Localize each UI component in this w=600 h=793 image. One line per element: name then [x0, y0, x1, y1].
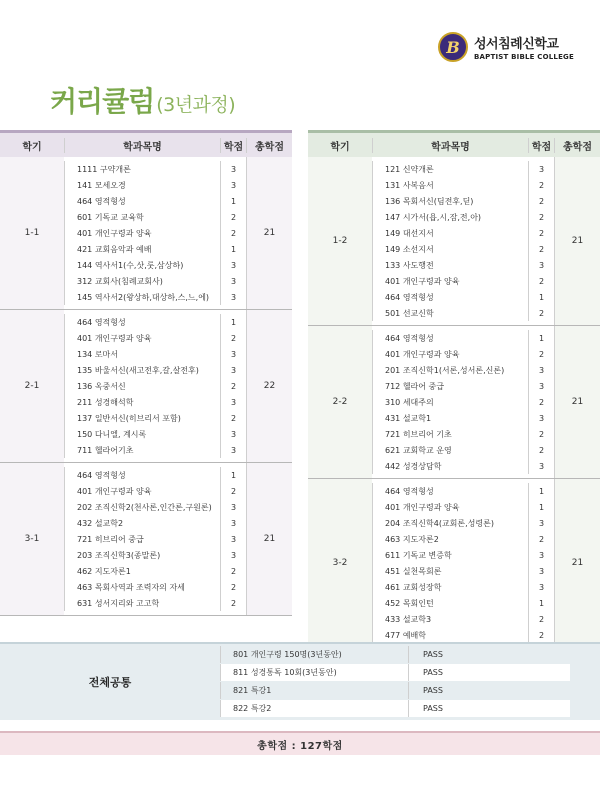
course-credit: 1 — [528, 289, 554, 305]
course-name: 149 대선지서 — [372, 225, 528, 241]
course-credit: 1 — [220, 241, 246, 257]
course-row — [372, 193, 554, 209]
course-name: 133 사도행전 — [372, 257, 528, 273]
course-credit: 3 — [220, 394, 246, 410]
course-credit: 3 — [220, 547, 246, 563]
course-name: 134 로마서 — [64, 346, 220, 362]
course-credit: 3 — [220, 273, 246, 289]
course-name: 711 헬라어기초 — [64, 442, 220, 458]
page-title — [50, 80, 235, 120]
course-credit: 2 — [220, 563, 246, 579]
course-credit: 2 — [528, 426, 554, 442]
course-credit: 3 — [528, 362, 554, 378]
course-credit: 2 — [528, 305, 554, 321]
course-row — [64, 547, 246, 563]
course-name: 464 영적형성 — [64, 467, 220, 483]
semester-total: 21 — [246, 157, 292, 309]
common-row — [220, 700, 570, 717]
course-row — [64, 515, 246, 531]
course-name: 721 히브리어 중급 — [64, 531, 220, 547]
course-name: 433 설교학3 — [372, 611, 528, 627]
course-credit: 2 — [220, 378, 246, 394]
course-row — [372, 627, 554, 643]
course-credit: 1 — [220, 193, 246, 209]
semester-label: 1-1 — [0, 157, 64, 309]
course-credit: 2 — [528, 531, 554, 547]
course-name: 452 목회인턴 — [372, 595, 528, 611]
table-header — [0, 130, 292, 157]
header-course: 학과목명 — [372, 138, 528, 153]
course-credit: 2 — [220, 225, 246, 241]
semester-group — [0, 310, 292, 463]
course-name: 464 영적형성 — [372, 289, 528, 305]
course-name: 463 목회사역과 조력자의 자세 — [64, 579, 220, 595]
course-credit: 3 — [220, 515, 246, 531]
course-name: 712 헬라어 중급 — [372, 378, 528, 394]
course-row — [64, 483, 246, 499]
course-row — [372, 611, 554, 627]
course-row — [372, 257, 554, 273]
course-name: 464 영적형성 — [372, 330, 528, 346]
course-credit: 2 — [220, 410, 246, 426]
course-credit: 3 — [528, 257, 554, 273]
course-row — [372, 515, 554, 531]
course-name: 461 교회성장학 — [372, 579, 528, 595]
course-credit: 2 — [220, 579, 246, 595]
course-row — [64, 193, 246, 209]
school-name-english: BAPTIST BIBLE COLLEGE — [474, 53, 574, 61]
course-row — [64, 563, 246, 579]
header-course: 학과목명 — [64, 138, 220, 153]
curriculum-table-left — [0, 130, 292, 616]
course-name: 147 시가서(욥,시,잠,전,아) — [372, 209, 528, 225]
course-credit: 1 — [220, 314, 246, 330]
course-row — [372, 177, 554, 193]
course-name: 211 성경해석학 — [64, 394, 220, 410]
course-name: 462 지도자론1 — [64, 563, 220, 579]
course-credit: 2 — [220, 483, 246, 499]
school-name-korean: 성서침례신학교 — [474, 37, 559, 52]
course-credit: 2 — [528, 611, 554, 627]
course-credit: 1 — [528, 483, 554, 499]
course-row — [64, 426, 246, 442]
course-row — [64, 161, 246, 177]
course-row — [64, 257, 246, 273]
course-name: 464 영적형성 — [64, 193, 220, 209]
common-status: PASS — [408, 682, 570, 699]
course-row — [372, 241, 554, 257]
course-credit: 2 — [220, 209, 246, 225]
course-name: 137 일반서신(히브리서 포함) — [64, 410, 220, 426]
course-name: 421 교회음악과 예배 — [64, 241, 220, 257]
course-row — [372, 378, 554, 394]
course-name: 631 성서지리와 고고학 — [64, 595, 220, 611]
course-name: 463 지도자론2 — [372, 531, 528, 547]
semester-label: 3-2 — [308, 479, 372, 647]
curriculum-table-right — [308, 130, 600, 648]
course-name: 401 개인구령과 양육 — [64, 330, 220, 346]
school-logo — [438, 32, 574, 62]
course-row — [372, 289, 554, 305]
header-total: 총학점 — [246, 138, 292, 153]
course-name: 312 교회사(침례교회사) — [64, 273, 220, 289]
course-name: 451 실천목회론 — [372, 563, 528, 579]
course-row — [64, 225, 246, 241]
common-course: 801 개인구령 150명(3년동안) — [220, 646, 408, 663]
course-credit: 2 — [528, 241, 554, 257]
semester-label: 1-2 — [308, 157, 372, 325]
common-course: 811 성경통독 10회(3년동안) — [220, 664, 408, 681]
course-name: 401 개인구령과 양육 — [64, 483, 220, 499]
course-credit: 2 — [528, 193, 554, 209]
course-row — [372, 458, 554, 474]
course-credit: 3 — [528, 458, 554, 474]
total-credits: 총학점 : 127학점 — [0, 731, 600, 755]
course-credit: 3 — [220, 442, 246, 458]
course-row — [372, 483, 554, 499]
course-credit: 2 — [528, 627, 554, 643]
course-credit: 1 — [528, 330, 554, 346]
course-name: 431 설교학1 — [372, 410, 528, 426]
course-row — [64, 531, 246, 547]
common-status: PASS — [408, 646, 570, 663]
course-row — [64, 442, 246, 458]
semester-total: 22 — [246, 310, 292, 462]
course-credit: 2 — [528, 209, 554, 225]
course-name: 401 개인구령과 양육 — [372, 273, 528, 289]
page-title-sub: (3년과정) — [156, 94, 236, 116]
course-row — [372, 330, 554, 346]
course-row — [372, 410, 554, 426]
course-name: 204 조직신학4(교회론,성령론) — [372, 515, 528, 531]
course-row — [64, 579, 246, 595]
common-course: 821 특강1 — [220, 682, 408, 699]
common-status: PASS — [408, 700, 570, 717]
semester-total: 21 — [554, 326, 600, 478]
course-name: 477 예배학 — [372, 627, 528, 643]
course-credit: 2 — [528, 273, 554, 289]
course-row — [372, 362, 554, 378]
course-credit: 2 — [528, 225, 554, 241]
course-row — [372, 305, 554, 321]
course-name: 203 조직신학3(종말론) — [64, 547, 220, 563]
course-row — [372, 531, 554, 547]
course-credit: 2 — [528, 177, 554, 193]
course-row — [64, 467, 246, 483]
semester-group — [308, 479, 600, 648]
course-name: 611 기독교 변증학 — [372, 547, 528, 563]
course-name: 401 개인구령과 양육 — [372, 499, 528, 515]
common-status: PASS — [408, 664, 570, 681]
course-row — [372, 161, 554, 177]
course-credit: 3 — [528, 579, 554, 595]
course-row — [64, 394, 246, 410]
semester-group — [308, 326, 600, 479]
header-credit: 학점 — [220, 138, 246, 153]
course-credit: 3 — [528, 378, 554, 394]
course-row — [372, 579, 554, 595]
course-row — [64, 241, 246, 257]
course-name: 141 모세오경 — [64, 177, 220, 193]
common-row — [220, 646, 570, 663]
header-semester: 학기 — [330, 141, 350, 153]
header-semester: 학기 — [22, 141, 42, 153]
page-title-main: 커리큘럼 — [50, 85, 155, 118]
course-credit: 2 — [528, 346, 554, 362]
course-row — [64, 378, 246, 394]
course-credit: 3 — [528, 563, 554, 579]
course-name: 131 사복음서 — [372, 177, 528, 193]
course-credit: 2 — [528, 394, 554, 410]
course-name: 601 기독교 교육학 — [64, 209, 220, 225]
course-name: 136 옥중서신 — [64, 378, 220, 394]
course-name: 144 역사서1(수,삿,룻,삼상하) — [64, 257, 220, 273]
course-name: 401 개인구령과 양육 — [64, 225, 220, 241]
common-row — [220, 664, 570, 681]
course-credit: 2 — [220, 330, 246, 346]
course-row — [64, 346, 246, 362]
course-credit: 3 — [220, 499, 246, 515]
course-name: 145 역사서2(왕상하,대상하,스,느,에) — [64, 289, 220, 305]
course-name: 201 조직신학1(서론,성서론,신론) — [372, 362, 528, 378]
course-row — [64, 314, 246, 330]
course-credit: 3 — [220, 289, 246, 305]
course-row — [372, 346, 554, 362]
course-row — [372, 547, 554, 563]
course-name: 310 세대주의 — [372, 394, 528, 410]
course-row — [372, 273, 554, 289]
course-row — [64, 499, 246, 515]
table-header — [308, 130, 600, 157]
course-row — [64, 595, 246, 611]
course-name: 149 소선지서 — [372, 241, 528, 257]
semester-group — [0, 463, 292, 616]
course-row — [372, 394, 554, 410]
course-name: 136 목회서신(딤전후,딛) — [372, 193, 528, 209]
course-credit: 3 — [220, 531, 246, 547]
course-row — [372, 225, 554, 241]
school-emblem-icon: B — [438, 32, 468, 62]
course-row — [372, 426, 554, 442]
course-name: 621 교회학교 운영 — [372, 442, 528, 458]
course-row — [64, 177, 246, 193]
semester-group — [0, 157, 292, 310]
course-row — [372, 499, 554, 515]
common-course: 822 특강2 — [220, 700, 408, 717]
course-name: 464 영적형성 — [372, 483, 528, 499]
course-name: 442 성경상담학 — [372, 458, 528, 474]
semester-label: 2-1 — [0, 310, 64, 462]
course-row — [64, 410, 246, 426]
common-row — [220, 682, 570, 699]
semester-label: 3-1 — [0, 463, 64, 615]
semester-group — [308, 157, 600, 326]
semester-total: 21 — [554, 479, 600, 647]
course-credit: 2 — [528, 442, 554, 458]
course-name: 464 영적형성 — [64, 314, 220, 330]
course-name: 432 설교학2 — [64, 515, 220, 531]
header-total: 총학점 — [554, 138, 600, 153]
course-name: 401 개인구령과 양육 — [372, 346, 528, 362]
course-row — [64, 289, 246, 305]
course-credit: 3 — [528, 515, 554, 531]
course-row — [372, 209, 554, 225]
course-name: 501 선교신학 — [372, 305, 528, 321]
course-row — [372, 442, 554, 458]
course-credit: 1 — [528, 499, 554, 515]
course-credit: 3 — [220, 161, 246, 177]
course-row — [64, 273, 246, 289]
course-credit: 3 — [220, 362, 246, 378]
course-name: 150 다니엘, 계시록 — [64, 426, 220, 442]
course-credit: 3 — [528, 547, 554, 563]
course-credit: 3 — [220, 426, 246, 442]
course-name: 721 히브리어 기초 — [372, 426, 528, 442]
common-requirements — [0, 642, 600, 720]
course-name: 1111 구약개론 — [64, 161, 220, 177]
course-credit: 3 — [528, 410, 554, 426]
course-row — [64, 330, 246, 346]
course-name: 121 신약개론 — [372, 161, 528, 177]
course-row — [372, 563, 554, 579]
header-credit: 학점 — [528, 138, 554, 153]
school-name — [474, 33, 574, 61]
course-credit: 2 — [220, 595, 246, 611]
course-credit: 1 — [528, 595, 554, 611]
common-label: 전체공통 — [88, 676, 132, 689]
semester-total: 21 — [554, 157, 600, 325]
semester-total: 21 — [246, 463, 292, 615]
course-credit: 3 — [528, 161, 554, 177]
semester-label: 2-2 — [308, 326, 372, 478]
course-row — [64, 362, 246, 378]
course-credit: 3 — [220, 346, 246, 362]
course-name: 135 바울서신(새고전후,갈,살전후) — [64, 362, 220, 378]
course-credit: 1 — [220, 467, 246, 483]
course-row — [64, 209, 246, 225]
course-credit: 3 — [220, 177, 246, 193]
course-credit: 3 — [220, 257, 246, 273]
course-row — [372, 595, 554, 611]
course-name: 202 조직신학2(천사론,인간론,구원론) — [64, 499, 220, 515]
